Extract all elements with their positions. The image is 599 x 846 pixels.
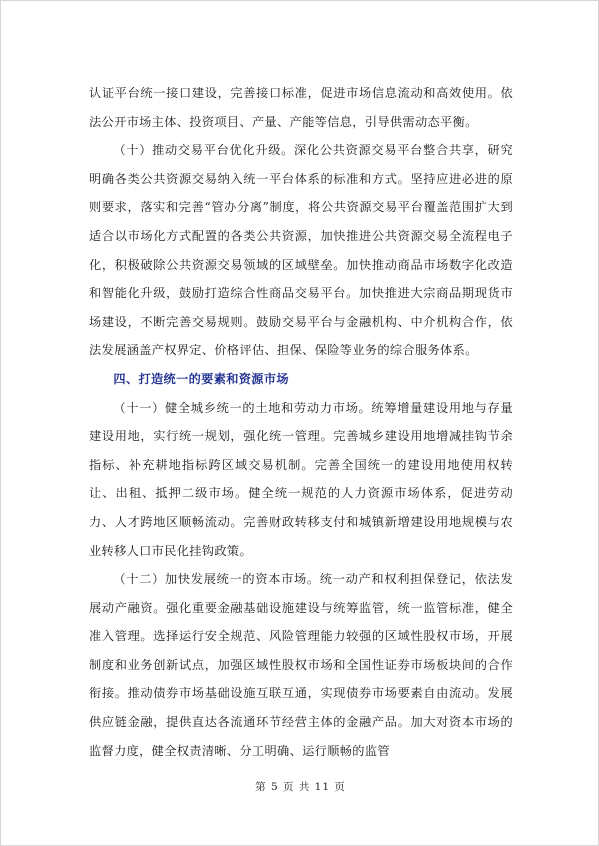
paragraph-1: 认证平台统一接口建设，完善接口标准，促进市场信息流动和高效使用。依法公开市场主体、投资项目、产量、产能等信息，引导供需动态平衡。 xyxy=(89,86,513,129)
section-heading: 四、打造统一的要素和资源市场 xyxy=(113,371,289,386)
paragraph-2: （十）推动交易平台优化升级。深化公共资源交易平台整合共享，研究明确各类公共资源交易纳入统一平台体系的标准和方式。坚持应进必进的原则要求，落实和完善“管办分离”制度，将公共资源交易平台覆盖范围扩大到适合以市场化方式配置的各类公共资源，加快推进公共资源交易全流程电子化，积极破除公共资源交易领域的区域壁垒。加快推动商品市场数字化改造和智能化升级，鼓励打造综合性商品交易平台。加快推进大宗商品期现货市场建设，不断完善交易规则。鼓励交易平台与金融机构、中介机构合作，依法发展涵盖产权界定、价格评估、担保、保险等业务的综合服务体系。 xyxy=(89,143,513,358)
document-body xyxy=(89,79,513,765)
paragraph-4: （十二）加快发展统一的资本市场。统一动产和权利担保登记，依法发展动产融资。强化重要金融基础设施建设与统筹监管，统一监管标准，健全准入管理。选择运行安全规范、风险管理能力较强的区域性股权市场，开展制度和业务创新试点，加强区域性股权市场和全国性证券市场板块间的合作衔接。推动债券市场基础设施互联互通，实现债券市场要素自由流动。发展供应链金融，提供直达各流通环节经营主体的金融产品。加大对资本市场的监督力度，健全权责清晰、分工明确、运行顺畅的监管 xyxy=(89,572,513,758)
paragraph-3: （十一）健全城乡统一的土地和劳动力市场。统筹增量建设用地与存量建设用地，实行统一规划，强化统一管理。完善城乡建设用地增减挂钩节余指标、补充耕地指标跨区域交易机制。完善全国统一的建设用地使用权转让、出租、抵押二级市场。健全统一规范的人力资源市场体系，促进劳动力、人才跨地区顺畅流动。完善财政转移支付和城镇新增建设用地规模与农业转移人口市民化挂钩政策。 xyxy=(89,400,513,558)
page-number-footer: 第 5 页 共 11 页 xyxy=(255,781,346,793)
